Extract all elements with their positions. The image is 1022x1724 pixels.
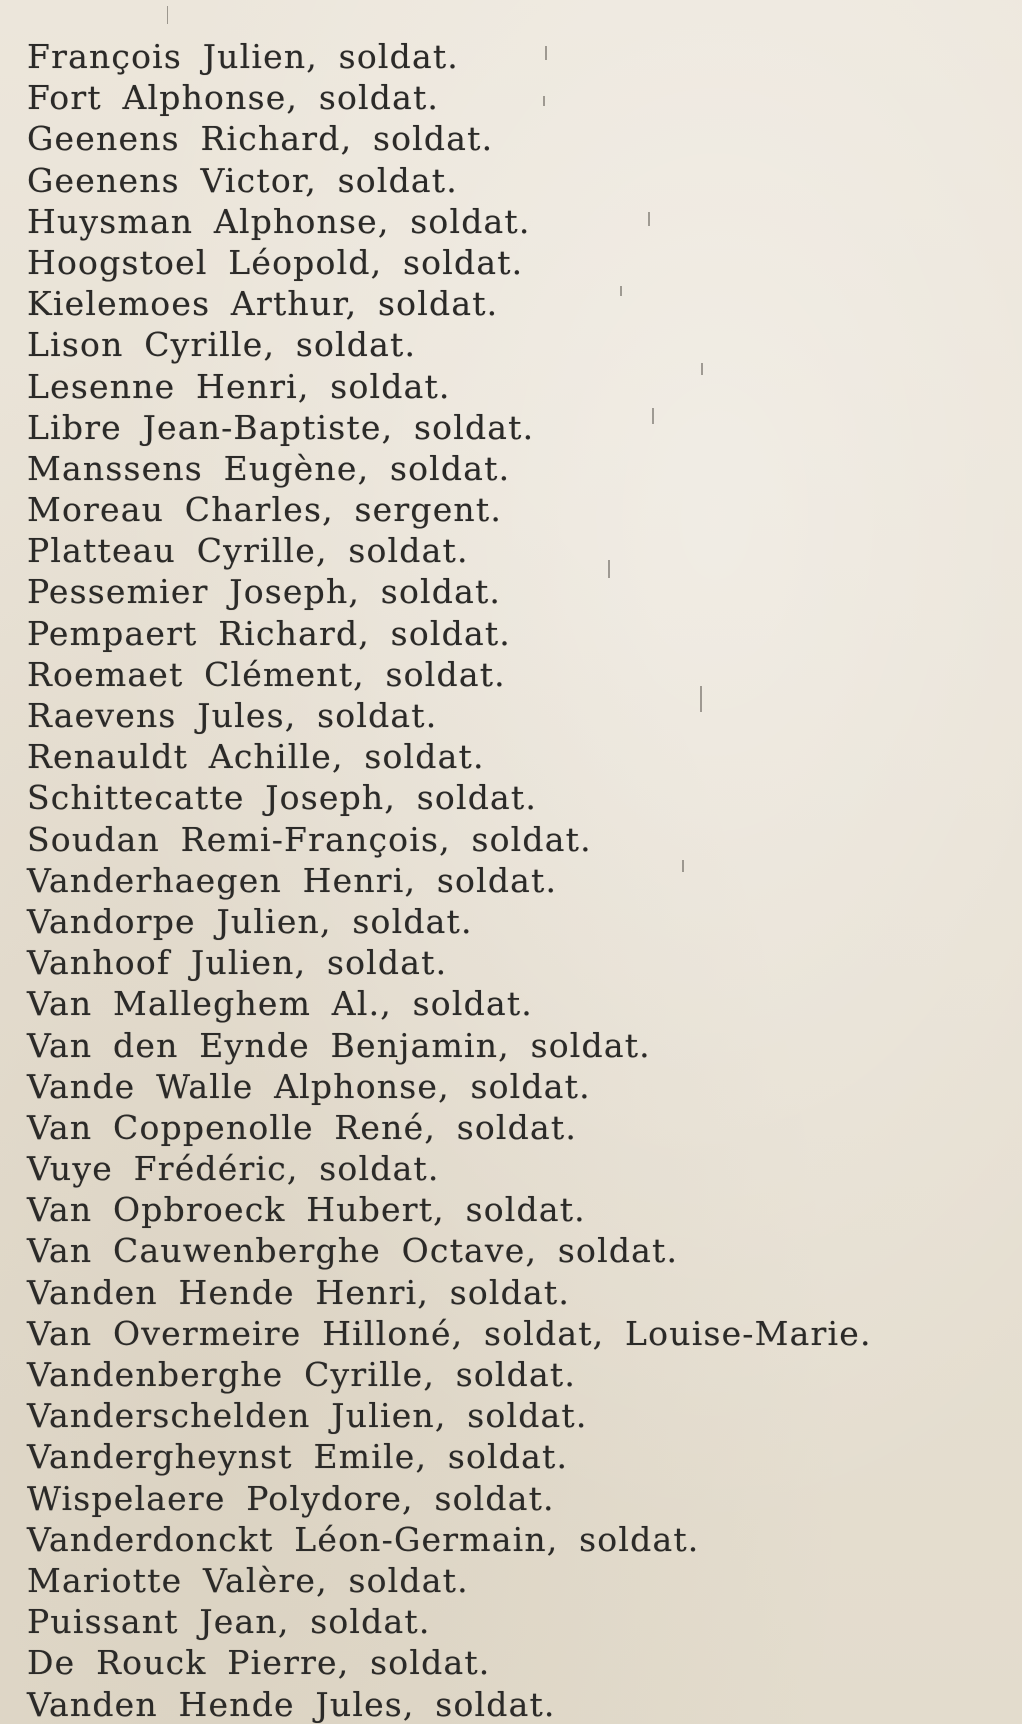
list-item: Platteau Cyrille, soldat. [27,531,469,571]
soldier-name-list [27,36,872,1724]
list-item: Mariotte Valère, soldat. [27,1560,469,1600]
list-item: Geenens Victor, soldat. [27,160,458,200]
list-item: Kielemoes Arthur, soldat. [27,284,499,324]
list-item: Puissant Jean, soldat. [27,1602,431,1642]
list-item: Vanden Hende Jules, soldat. [27,1684,556,1724]
list-item: Fort Alphonse, soldat. [27,78,440,118]
list-item: Schittecatte Joseph, soldat. [27,778,538,818]
list-item: Roemaet Clément, soldat. [27,654,506,694]
list-item: Renauldt Achille, soldat. [27,737,485,777]
list-item: Vandorpe Julien, soldat. [27,901,473,941]
list-item: Van Overmeire Hilloné, soldat, Louise-Marie. [27,1313,872,1353]
list-item: Van Malleghem Al., soldat. [27,984,533,1024]
list-item: François Julien, soldat. [27,37,459,76]
list-item: Geenens Richard, soldat. [27,119,494,159]
list-item: Manssens Eugène, soldat. [27,448,511,488]
list-item: Vuye Frédéric, soldat. [27,1149,440,1189]
list-item: Vande Walle Alphonse, soldat. [27,1066,591,1106]
list-item: Vandergheynst Emile, soldat. [27,1437,569,1477]
list-item: Raevens Jules, soldat. [27,696,438,735]
list-item: Van den Eynde Benjamin, soldat. [27,1025,651,1065]
list-item: Hoogstoel Léopold, soldat. [27,242,524,282]
list-item: Vanderdonckt Léon-Germain, soldat. [27,1519,700,1559]
list-item: Van Cauwenberghe Octave, soldat. [27,1231,679,1271]
list-item: Lesenne Henri, soldat. [27,366,451,406]
list-item: Libre Jean-Baptiste, soldat. [27,407,535,447]
list-item: Van Coppenolle René, soldat. [27,1107,578,1147]
list-item: Huysman Alphonse, soldat. [27,201,531,241]
list-item: Van Opbroeck Hubert, soldat. [27,1190,586,1230]
print-speck [167,6,168,24]
list-item: Vanhoof Julien, soldat. [27,943,448,983]
list-item: Wispelaere Polydore, soldat. [27,1478,555,1518]
list-item: Pempaert Richard, soldat. [27,613,511,653]
list-item: Moreau Charles, sergent. [27,490,503,530]
list-item: Vanderschelden Julien, soldat. [27,1396,588,1436]
list-item: Vandenberghe Cyrille, soldat. [27,1355,577,1394]
list-item: Lison Cyrille, soldat. [27,325,417,365]
list-item: Pessemier Joseph, soldat. [27,572,502,612]
list-item: Vanderhaegen Henri, soldat. [27,860,558,900]
list-item: De Rouck Pierre, soldat. [27,1643,491,1683]
list-item: Soudan Remi-François, soldat. [27,819,592,859]
list-item: Vanden Hende Henri, soldat. [27,1272,571,1312]
